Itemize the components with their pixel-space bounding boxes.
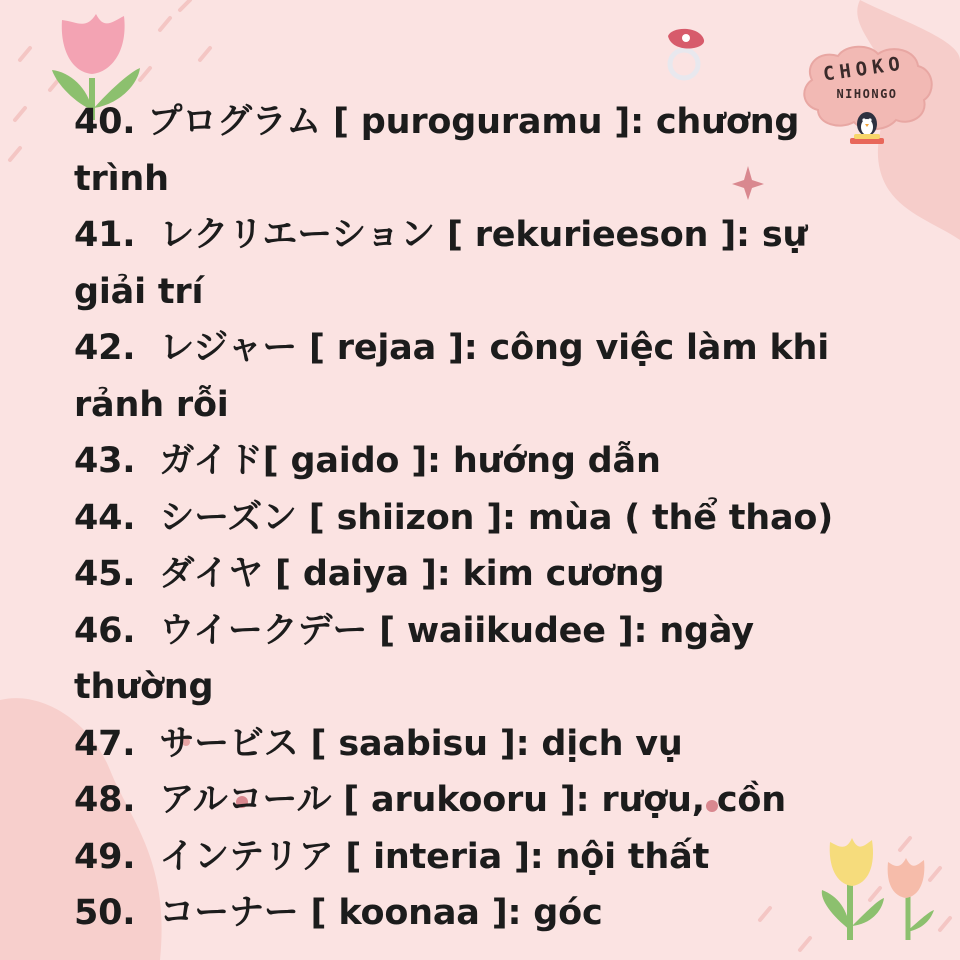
vocab-item: 40. プログラム [ puroguramu ]: chương trình [74,102,812,199]
vocab-item: 45. ダイヤ [ daiya ]: kim cương [74,554,665,594]
vocab-item: 44. シーズン [ shiizon ]: mùa ( thể thao) [74,497,834,538]
vocab-item: 49. インテリア [ interia ]: nội thất [74,836,710,877]
vocab-item: 41. レクリエーション [ rekurieeson ]: sự giải trí [74,215,820,312]
logo-text-nihongo: NIHONGO [836,87,898,101]
vocab-item: 50. コーナー [ koonaa ]: góc [74,893,603,933]
logo-text-choko: CHOKO [821,52,907,86]
vocab-item: 46. ウイークデー [ waiikudee ]: ngày thường [74,610,766,707]
vocab-item: 47. サービス [ saabisu ]: dịch vụ [74,723,683,764]
vocab-item: 48. アルコール [ arukooru ]: rượu, cồn [74,780,786,820]
vocab-item: 42. レジャー [ rejaa ]: công việc làm khi rảnh rỗi [74,328,842,425]
vocabulary-list [74,94,874,942]
pacifier-icon [668,29,704,78]
vocab-item: 43. ガイド[ gaido ]: hướng dẫn [74,441,661,481]
